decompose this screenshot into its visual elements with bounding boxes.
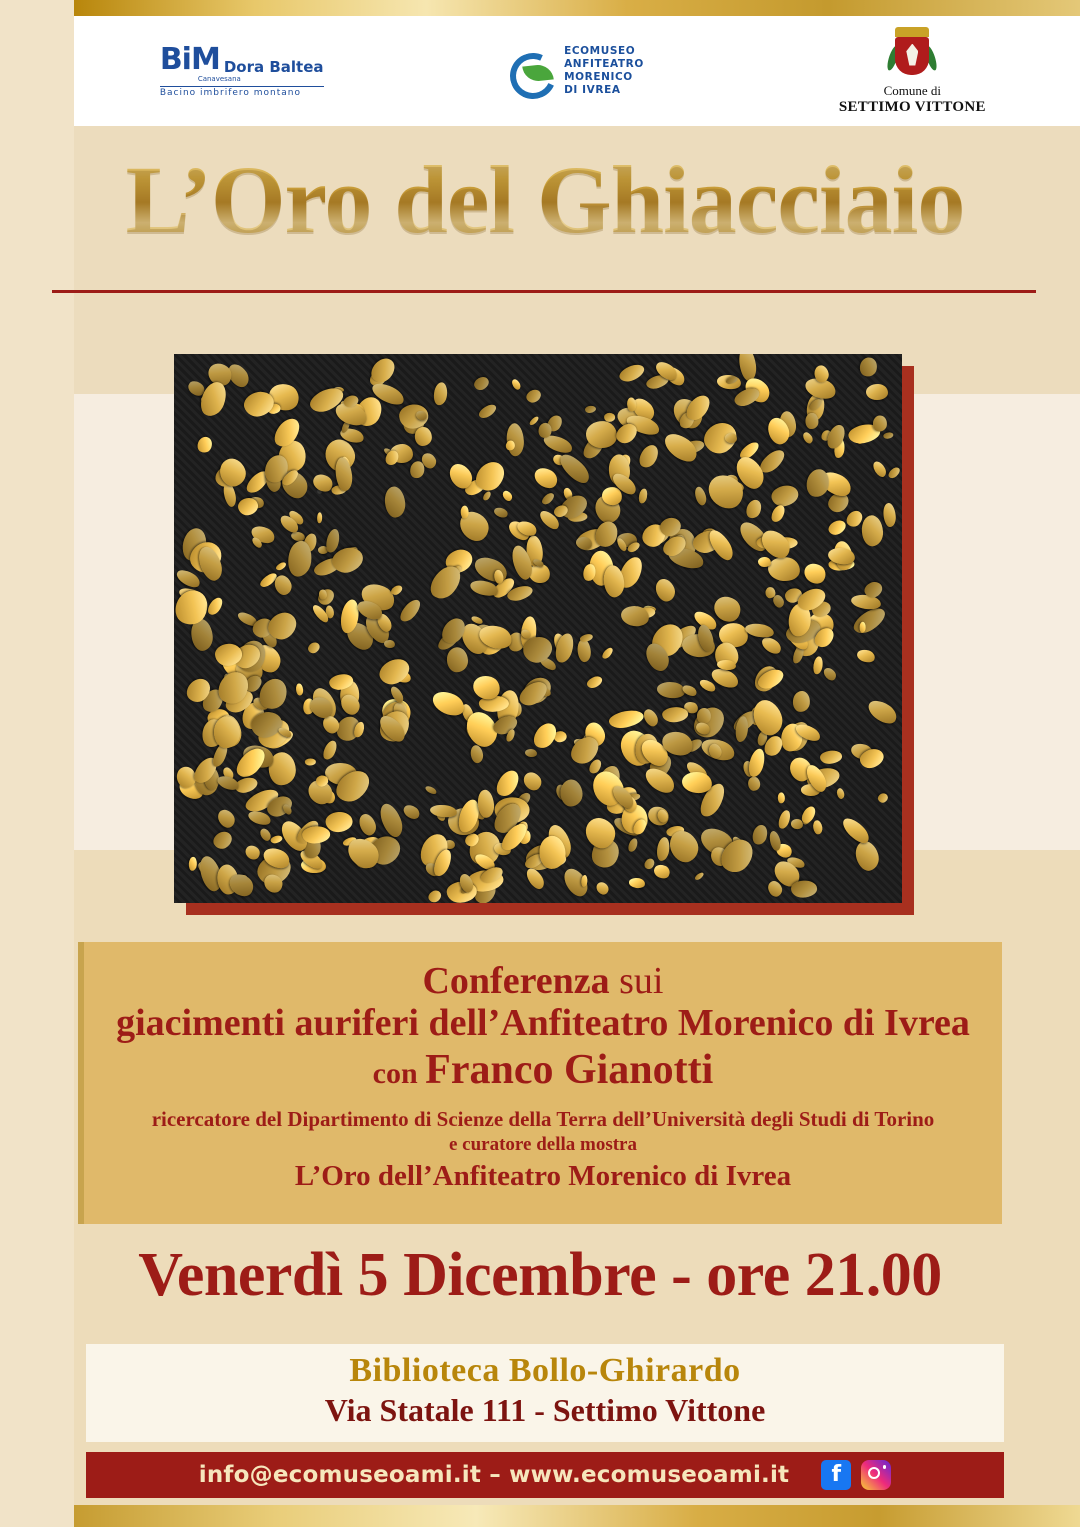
- instagram-icon[interactable]: [861, 1460, 891, 1490]
- title-divider: [52, 290, 1036, 293]
- logo-comune: [745, 16, 1080, 126]
- ecomuseo-line-3: MORENICO: [564, 71, 633, 83]
- comune-name: SETTIMO VITTONE: [838, 98, 986, 115]
- speaker-name: Franco Gianotti: [425, 1047, 714, 1094]
- bim-dora-baltea-label: Dora Baltea: [223, 57, 324, 76]
- coat-of-arms-icon: [889, 27, 935, 81]
- contact-bar: [86, 1452, 1004, 1498]
- bim-wordmark: BiM: [159, 41, 220, 77]
- conference-panel: [78, 942, 1002, 1224]
- ecomuseo-line-1: ECOMUSEO: [564, 44, 636, 57]
- gold-flakes-photo: [174, 354, 902, 903]
- bim-tagline: Bacino imbrifero montano: [160, 86, 324, 98]
- logo-bim: [74, 16, 409, 126]
- conference-word: Conferenza: [422, 960, 610, 1002]
- contact-email-website[interactable]: info@ecomuseoami.it – www.ecomuseoami.it: [198, 1462, 790, 1488]
- venue-address: Via Statale 111 - Settimo Vittone: [324, 1392, 766, 1428]
- conference-sui: sui: [609, 960, 664, 1002]
- poster-title: L’Oro del Ghiacciaio: [50, 150, 1040, 251]
- ecomuseo-line-2: ANFITEATRO: [564, 57, 644, 70]
- exhibition-title: L’Oro dell’Anfiteatro Morenico di Ivrea: [294, 1160, 792, 1193]
- comune-prefix: Comune di: [883, 82, 942, 98]
- speaker-role-line-2: e curatore della mostra: [448, 1133, 637, 1155]
- gold-border-top: [74, 0, 1080, 16]
- conference-topic: giacimenti auriferi dell’Anfiteatro Morenico di Ivrea: [116, 1001, 970, 1044]
- logo-strip: [74, 16, 1080, 126]
- bim-canavesana-label: Canavesana: [197, 74, 241, 83]
- venue-panel: [86, 1344, 1004, 1442]
- venue-name: Biblioteca Bollo-Ghirardo: [349, 1352, 741, 1389]
- ecomuseo-mark-icon: [510, 51, 556, 91]
- gold-border-bottom: [74, 1505, 1080, 1527]
- logo-ecomuseo: [409, 16, 744, 126]
- speaker-role-line-1: ricercatore del Dipartimento di Scienze della Terra dell’Università degli Studi di Torino: [151, 1107, 935, 1132]
- social-links: [821, 1460, 891, 1490]
- facebook-icon[interactable]: f: [821, 1460, 851, 1490]
- event-date: Venerdì 5 Dicembre - ore 21.00: [138, 1241, 942, 1309]
- conference-with-label: con: [372, 1057, 426, 1091]
- ecomuseo-line-4: DI IVREA: [564, 84, 621, 97]
